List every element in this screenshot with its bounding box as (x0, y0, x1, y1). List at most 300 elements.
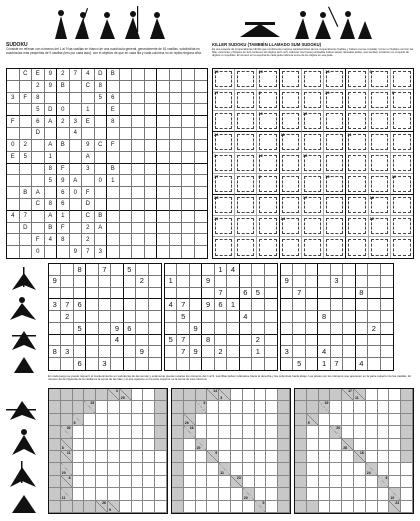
killer-cell[interactable] (302, 69, 324, 90)
kakuro-cell[interactable] (196, 501, 208, 513)
kakuro-cell[interactable] (354, 414, 366, 426)
kakuro-cell[interactable] (401, 463, 413, 475)
kakuro-cell[interactable] (342, 426, 354, 438)
sudoku-cell[interactable] (165, 358, 177, 370)
killer-cell[interactable] (213, 90, 235, 111)
sudoku-cell[interactable]: 7 (215, 288, 227, 300)
kakuro-cell[interactable] (319, 426, 331, 438)
sudoku-cell[interactable] (124, 276, 136, 288)
sudoku-cell[interactable]: 1 (165, 276, 177, 288)
sudoku-cell[interactable] (145, 175, 158, 187)
sudoku-cell[interactable]: 5 (95, 93, 108, 105)
sudoku-cell[interactable] (157, 199, 170, 211)
kakuro-cell[interactable] (231, 463, 243, 475)
sudoku-cell[interactable]: 1 (82, 104, 95, 116)
killer-cell[interactable] (324, 216, 346, 237)
sudoku-cell[interactable] (252, 323, 264, 335)
kakuro-cell[interactable] (255, 401, 267, 413)
sudoku-cell[interactable] (7, 69, 20, 81)
kakuro-cell[interactable] (330, 476, 342, 488)
kakuro-cell[interactable] (354, 488, 366, 500)
sudoku-cell[interactable] (145, 164, 158, 176)
sudoku-cell[interactable] (107, 199, 120, 211)
sudoku-cell[interactable] (182, 187, 195, 199)
sudoku-cell[interactable] (124, 288, 136, 300)
sudoku-cell[interactable] (86, 323, 98, 335)
kakuro-cell[interactable] (389, 476, 401, 488)
sudoku-cell[interactable]: F (20, 93, 33, 105)
kakuro-cell[interactable] (378, 426, 390, 438)
sudoku-cell[interactable] (61, 288, 73, 300)
kakuro-cell[interactable] (143, 501, 155, 513)
sudoku-cell[interactable] (182, 81, 195, 93)
killer-cell[interactable] (369, 237, 391, 258)
kakuro-cell[interactable] (143, 488, 155, 500)
sudoku-cell[interactable] (252, 299, 264, 311)
sudoku-cell[interactable] (157, 246, 170, 258)
sudoku-cell[interactable] (306, 288, 318, 300)
kakuro-cell[interactable] (108, 426, 120, 438)
sudoku-cell[interactable] (20, 199, 33, 211)
sudoku-cell[interactable] (381, 346, 393, 358)
killer-cell[interactable] (391, 216, 413, 237)
kakuro-cell[interactable] (319, 414, 331, 426)
kakuro-cell[interactable] (366, 501, 378, 513)
killer-cell[interactable] (346, 216, 368, 237)
killer-cell[interactable] (213, 174, 235, 195)
sudoku-cell[interactable] (157, 211, 170, 223)
killer-cell[interactable] (302, 153, 324, 174)
kakuro-cell[interactable] (120, 451, 132, 463)
killer-cell[interactable] (302, 195, 324, 216)
sudoku-cell[interactable] (120, 211, 133, 223)
kakuro-cell[interactable] (108, 476, 120, 488)
kakuro-cell[interactable] (155, 451, 167, 463)
kakuro-cell[interactable] (243, 414, 255, 426)
killer-cell[interactable] (346, 195, 368, 216)
sudoku-cell[interactable] (177, 264, 189, 276)
sudoku-cell[interactable]: 9 (49, 276, 61, 288)
kakuro-cell[interactable] (132, 414, 144, 426)
kakuro-cell[interactable] (207, 401, 219, 413)
sudoku-cell[interactable] (170, 234, 183, 246)
sudoku-cell[interactable] (182, 128, 195, 140)
sudoku-cell[interactable] (368, 299, 380, 311)
killer-cell[interactable] (235, 153, 257, 174)
sudoku-cell[interactable]: 7 (20, 211, 33, 223)
sudoku-cell[interactable] (132, 223, 145, 235)
sudoku-cell[interactable] (157, 187, 170, 199)
kakuro-cell[interactable] (266, 501, 278, 513)
sudoku-cell[interactable] (136, 358, 148, 370)
kakuro-cell[interactable] (342, 463, 354, 475)
sudoku-cell[interactable] (70, 211, 83, 223)
sudoku-cell[interactable]: 9 (281, 276, 293, 288)
killer-cell[interactable] (235, 195, 257, 216)
kakuro-cell[interactable] (132, 463, 144, 475)
sudoku-cell[interactable] (7, 164, 20, 176)
kakuro-cell[interactable] (143, 401, 155, 413)
killer-cell[interactable] (257, 195, 279, 216)
kakuro-cell[interactable] (266, 451, 278, 463)
sudoku-cell[interactable] (195, 69, 208, 81)
kakuro-cell[interactable] (366, 488, 378, 500)
sudoku-cell[interactable] (177, 276, 189, 288)
sudoku-cell[interactable]: B (95, 211, 108, 223)
kakuro-cell[interactable] (84, 426, 96, 438)
sudoku-cell[interactable] (20, 234, 33, 246)
sudoku-cell[interactable] (45, 187, 58, 199)
killer-cell[interactable] (369, 132, 391, 153)
sudoku-cell[interactable] (132, 81, 145, 93)
kakuro-cell[interactable] (132, 439, 144, 451)
sudoku-cell[interactable] (132, 211, 145, 223)
sudoku-cell[interactable] (318, 276, 330, 288)
sudoku-cell[interactable] (95, 128, 108, 140)
killer-cell[interactable] (213, 69, 235, 90)
sudoku-cell[interactable] (136, 288, 148, 300)
sudoku-cell[interactable] (132, 93, 145, 105)
sudoku-cell[interactable] (182, 164, 195, 176)
sudoku-cell[interactable] (120, 234, 133, 246)
killer-cell[interactable] (257, 216, 279, 237)
sudoku-cell[interactable] (195, 140, 208, 152)
sudoku-cell[interactable]: 2 (32, 81, 45, 93)
sudoku-cell[interactable] (343, 346, 355, 358)
sudoku-cell[interactable] (190, 276, 202, 288)
sudoku-cell[interactable] (95, 104, 108, 116)
sudoku-cell[interactable] (132, 104, 145, 116)
sudoku-cell[interactable] (381, 311, 393, 323)
sudoku-cell[interactable]: 3 (99, 358, 111, 370)
kakuro-cell[interactable] (243, 451, 255, 463)
sudoku-cell[interactable] (281, 335, 293, 347)
sudoku-cell[interactable] (356, 346, 368, 358)
sudoku-cell[interactable] (136, 299, 148, 311)
kakuro-cell[interactable] (307, 426, 319, 438)
sudoku-cell[interactable] (95, 187, 108, 199)
sudoku-cell[interactable] (306, 311, 318, 323)
kakuro-cell[interactable] (108, 414, 120, 426)
sudoku-cell[interactable] (170, 128, 183, 140)
sudoku-cell[interactable]: 6 (32, 116, 45, 128)
sudoku-cell[interactable] (111, 346, 123, 358)
sudoku-cell[interactable] (145, 116, 158, 128)
sudoku-cell[interactable]: 0 (7, 140, 20, 152)
sudoku-cell[interactable]: C (32, 199, 45, 211)
sudoku-cell[interactable]: F (107, 140, 120, 152)
sudoku-cell[interactable]: 3 (331, 276, 343, 288)
sudoku-cell[interactable] (281, 358, 293, 370)
killer-cell[interactable] (280, 111, 302, 132)
sudoku-cell[interactable] (86, 335, 98, 347)
sudoku-cell[interactable]: B (45, 223, 58, 235)
sudoku-cell[interactable]: D (32, 128, 45, 140)
kakuro-cell[interactable] (319, 451, 331, 463)
sudoku-cell[interactable] (195, 223, 208, 235)
sudoku-cell[interactable]: 8 (45, 164, 58, 176)
sudoku-cell[interactable] (381, 358, 393, 370)
sudoku-cell[interactable] (157, 93, 170, 105)
killer-cell[interactable] (213, 216, 235, 237)
sudoku-cell[interactable]: 1 (45, 152, 58, 164)
sudoku-cell[interactable] (149, 299, 161, 311)
sudoku-cell[interactable] (306, 358, 318, 370)
sudoku-cell[interactable] (343, 276, 355, 288)
kakuro-cell[interactable] (354, 439, 366, 451)
kakuro-cell[interactable] (196, 451, 208, 463)
sudoku-cell[interactable] (170, 199, 183, 211)
sudoku-cell[interactable] (381, 299, 393, 311)
sudoku-cell[interactable] (49, 335, 61, 347)
sudoku-cell[interactable] (306, 264, 318, 276)
sudoku-cell[interactable] (318, 323, 330, 335)
kakuro-cell[interactable] (196, 488, 208, 500)
sudoku-cell[interactable] (306, 323, 318, 335)
kakuro-cell[interactable] (401, 488, 413, 500)
kakuro-cell[interactable] (307, 463, 319, 475)
sudoku-cell[interactable] (132, 140, 145, 152)
kakuro-cell[interactable] (389, 439, 401, 451)
sudoku-cell[interactable] (281, 311, 293, 323)
sudoku-cell[interactable] (356, 299, 368, 311)
sudoku-cell[interactable]: E (107, 104, 120, 116)
killer-cell[interactable] (257, 174, 279, 195)
sudoku-cell[interactable]: 2 (252, 335, 264, 347)
kakuro-cell[interactable] (120, 463, 132, 475)
killer-cell[interactable] (235, 111, 257, 132)
sudoku-cell[interactable] (215, 311, 227, 323)
sudoku-cell[interactable] (170, 187, 183, 199)
sudoku-cell[interactable]: 8 (202, 335, 214, 347)
sudoku-cell[interactable] (86, 311, 98, 323)
sudoku-cell[interactable] (49, 288, 61, 300)
sudoku-cell[interactable] (265, 358, 277, 370)
sudoku-cell[interactable]: 4 (165, 299, 177, 311)
sudoku-cell[interactable] (120, 104, 133, 116)
killer-cell[interactable] (257, 69, 279, 90)
kakuro-cell[interactable] (266, 488, 278, 500)
kakuro-cell[interactable] (378, 401, 390, 413)
sudoku-cell[interactable] (145, 104, 158, 116)
kakuro-cell[interactable] (366, 401, 378, 413)
sudoku-cell[interactable] (107, 234, 120, 246)
kakuro-cell[interactable] (96, 488, 108, 500)
sudoku-cell[interactable] (215, 358, 227, 370)
kakuro-cell[interactable] (342, 414, 354, 426)
sudoku-cell[interactable] (57, 128, 70, 140)
sudoku-cell[interactable]: 4 (318, 346, 330, 358)
kakuro-cell[interactable] (73, 439, 85, 451)
killer-cell[interactable] (369, 69, 391, 90)
sudoku-cell[interactable] (149, 288, 161, 300)
sudoku-cell[interactable]: B (57, 140, 70, 152)
sudoku-cell[interactable] (61, 323, 73, 335)
sudoku-cell[interactable] (331, 264, 343, 276)
sudoku-cell[interactable]: 9 (202, 276, 214, 288)
sudoku-cell[interactable] (95, 152, 108, 164)
kakuro-cell[interactable] (120, 401, 132, 413)
kakuro-cell[interactable] (231, 451, 243, 463)
kakuro-cell[interactable] (73, 488, 85, 500)
sudoku-cell[interactable] (240, 323, 252, 335)
kakuro-cell[interactable] (342, 401, 354, 413)
sudoku-cell[interactable] (124, 358, 136, 370)
kakuro-cell[interactable] (108, 439, 120, 451)
sudoku-cell[interactable] (265, 323, 277, 335)
sudoku-cell[interactable]: B (20, 187, 33, 199)
sudoku-cell[interactable] (82, 128, 95, 140)
sudoku-cell[interactable]: 6 (57, 199, 70, 211)
kakuro-cell[interactable] (255, 389, 267, 401)
sudoku-cell[interactable] (227, 358, 239, 370)
sudoku-cell[interactable] (111, 264, 123, 276)
sudoku-cell[interactable]: D (82, 199, 95, 211)
sudoku-cell[interactable]: C (20, 69, 33, 81)
sudoku-cell[interactable]: 3 (70, 116, 83, 128)
kakuro-cell[interactable] (266, 389, 278, 401)
sudoku-cell[interactable] (182, 93, 195, 105)
sudoku-cell[interactable]: F (57, 223, 70, 235)
kakuro-cell[interactable] (184, 488, 196, 500)
kakuro-cell[interactable] (143, 439, 155, 451)
sudoku-cell[interactable] (318, 264, 330, 276)
sudoku-cell[interactable]: 6 (124, 323, 136, 335)
sudoku-cell[interactable] (177, 323, 189, 335)
sudoku-cell[interactable] (145, 69, 158, 81)
sudoku-cell[interactable] (281, 264, 293, 276)
sudoku-cell[interactable] (182, 223, 195, 235)
killer-cell[interactable] (324, 90, 346, 111)
sudoku-cell[interactable] (132, 199, 145, 211)
sudoku-cell[interactable] (306, 346, 318, 358)
sudoku-cell[interactable] (215, 276, 227, 288)
sudoku-cell[interactable] (343, 299, 355, 311)
sudoku-cell[interactable]: 1 (107, 175, 120, 187)
sudoku-cell[interactable] (120, 152, 133, 164)
kakuro-cell[interactable] (255, 476, 267, 488)
sudoku-cell[interactable] (252, 311, 264, 323)
killer-cell[interactable] (280, 195, 302, 216)
sudoku-cell[interactable] (149, 323, 161, 335)
sudoku-cell[interactable]: 9 (45, 81, 58, 93)
kakuro-cell[interactable] (378, 439, 390, 451)
sudoku-cell[interactable] (240, 346, 252, 358)
kakuro-cell[interactable] (266, 414, 278, 426)
sudoku-cell[interactable] (202, 358, 214, 370)
killer-cell[interactable] (302, 216, 324, 237)
kakuro-cell[interactable] (120, 501, 132, 513)
kakuro-cell[interactable] (155, 488, 167, 500)
sudoku-cell[interactable] (170, 175, 183, 187)
sudoku-cell[interactable]: 4 (7, 211, 20, 223)
kakuro-cell[interactable] (243, 439, 255, 451)
sudoku-cell[interactable] (145, 93, 158, 105)
sudoku-cell[interactable] (331, 323, 343, 335)
sudoku-cell[interactable]: 8 (356, 288, 368, 300)
killer-cell[interactable] (213, 132, 235, 153)
sudoku-cell[interactable]: F (82, 187, 95, 199)
sudoku-cell[interactable] (195, 164, 208, 176)
sudoku-cell[interactable]: A (95, 223, 108, 235)
sudoku-cell[interactable] (132, 246, 145, 258)
sudoku-cell[interactable] (132, 234, 145, 246)
sudoku-cell[interactable]: 4 (356, 358, 368, 370)
sudoku-cell[interactable] (111, 311, 123, 323)
sudoku-cell[interactable] (32, 140, 45, 152)
sudoku-cell[interactable]: 3 (61, 346, 73, 358)
kakuro-cell[interactable] (366, 451, 378, 463)
kakuro-cell[interactable] (207, 488, 219, 500)
sudoku-cell[interactable] (95, 164, 108, 176)
kakuro-cell[interactable] (231, 401, 243, 413)
kakuro-cell[interactable] (342, 451, 354, 463)
sudoku-cell[interactable]: 5 (124, 264, 136, 276)
kakuro-cell[interactable] (207, 463, 219, 475)
kakuro-cell[interactable] (132, 451, 144, 463)
sudoku-cell[interactable] (7, 175, 20, 187)
sudoku-cell[interactable]: A (45, 211, 58, 223)
killer-cell[interactable] (235, 237, 257, 258)
kakuro-cell[interactable] (108, 463, 120, 475)
killer-cell[interactable] (257, 132, 279, 153)
sudoku-cell[interactable] (265, 299, 277, 311)
sudoku-cell[interactable] (265, 346, 277, 358)
sudoku-cell[interactable]: 5 (177, 311, 189, 323)
kakuro-cell[interactable] (342, 501, 354, 513)
kakuro-cell[interactable] (207, 501, 219, 513)
sudoku-cell[interactable] (61, 264, 73, 276)
kakuro-cell[interactable] (366, 426, 378, 438)
killer-cell[interactable] (346, 153, 368, 174)
sudoku-cell[interactable] (70, 93, 83, 105)
kakuro-cell[interactable] (184, 501, 196, 513)
sudoku-cell[interactable]: 2 (20, 140, 33, 152)
sudoku-cell[interactable] (70, 199, 83, 211)
sudoku-cell[interactable] (120, 175, 133, 187)
sudoku-cell[interactable] (227, 323, 239, 335)
kakuro-cell[interactable] (143, 476, 155, 488)
killer-cell[interactable] (346, 132, 368, 153)
sudoku-cell[interactable] (145, 223, 158, 235)
sudoku-cell[interactable] (132, 128, 145, 140)
sudoku-cell[interactable]: 3 (7, 93, 20, 105)
kakuro-cell[interactable] (319, 488, 331, 500)
sudoku-cell[interactable]: 0 (57, 104, 70, 116)
sudoku-cell[interactable] (132, 152, 145, 164)
sudoku-cell[interactable]: 7 (293, 288, 305, 300)
kakuro-cell[interactable] (255, 488, 267, 500)
sudoku-cell[interactable] (132, 69, 145, 81)
sudoku-cell[interactable] (195, 234, 208, 246)
sudoku-cell[interactable] (227, 311, 239, 323)
sudoku-cell[interactable] (252, 276, 264, 288)
kakuro-cell[interactable] (378, 488, 390, 500)
sudoku-cell[interactable] (157, 234, 170, 246)
kakuro-cell[interactable] (143, 463, 155, 475)
sudoku-cell[interactable] (170, 223, 183, 235)
kakuro-cell[interactable] (354, 463, 366, 475)
sudoku-cell[interactable] (157, 116, 170, 128)
sudoku-cell[interactable]: 1 (318, 358, 330, 370)
sudoku-cell[interactable] (227, 276, 239, 288)
sudoku-cell[interactable]: 6 (240, 288, 252, 300)
sudoku-cell[interactable]: 1 (215, 264, 227, 276)
killer-cell[interactable] (324, 237, 346, 258)
sudoku-cell[interactable] (195, 104, 208, 116)
sudoku-cell[interactable] (95, 199, 108, 211)
sudoku-cell[interactable] (45, 128, 58, 140)
